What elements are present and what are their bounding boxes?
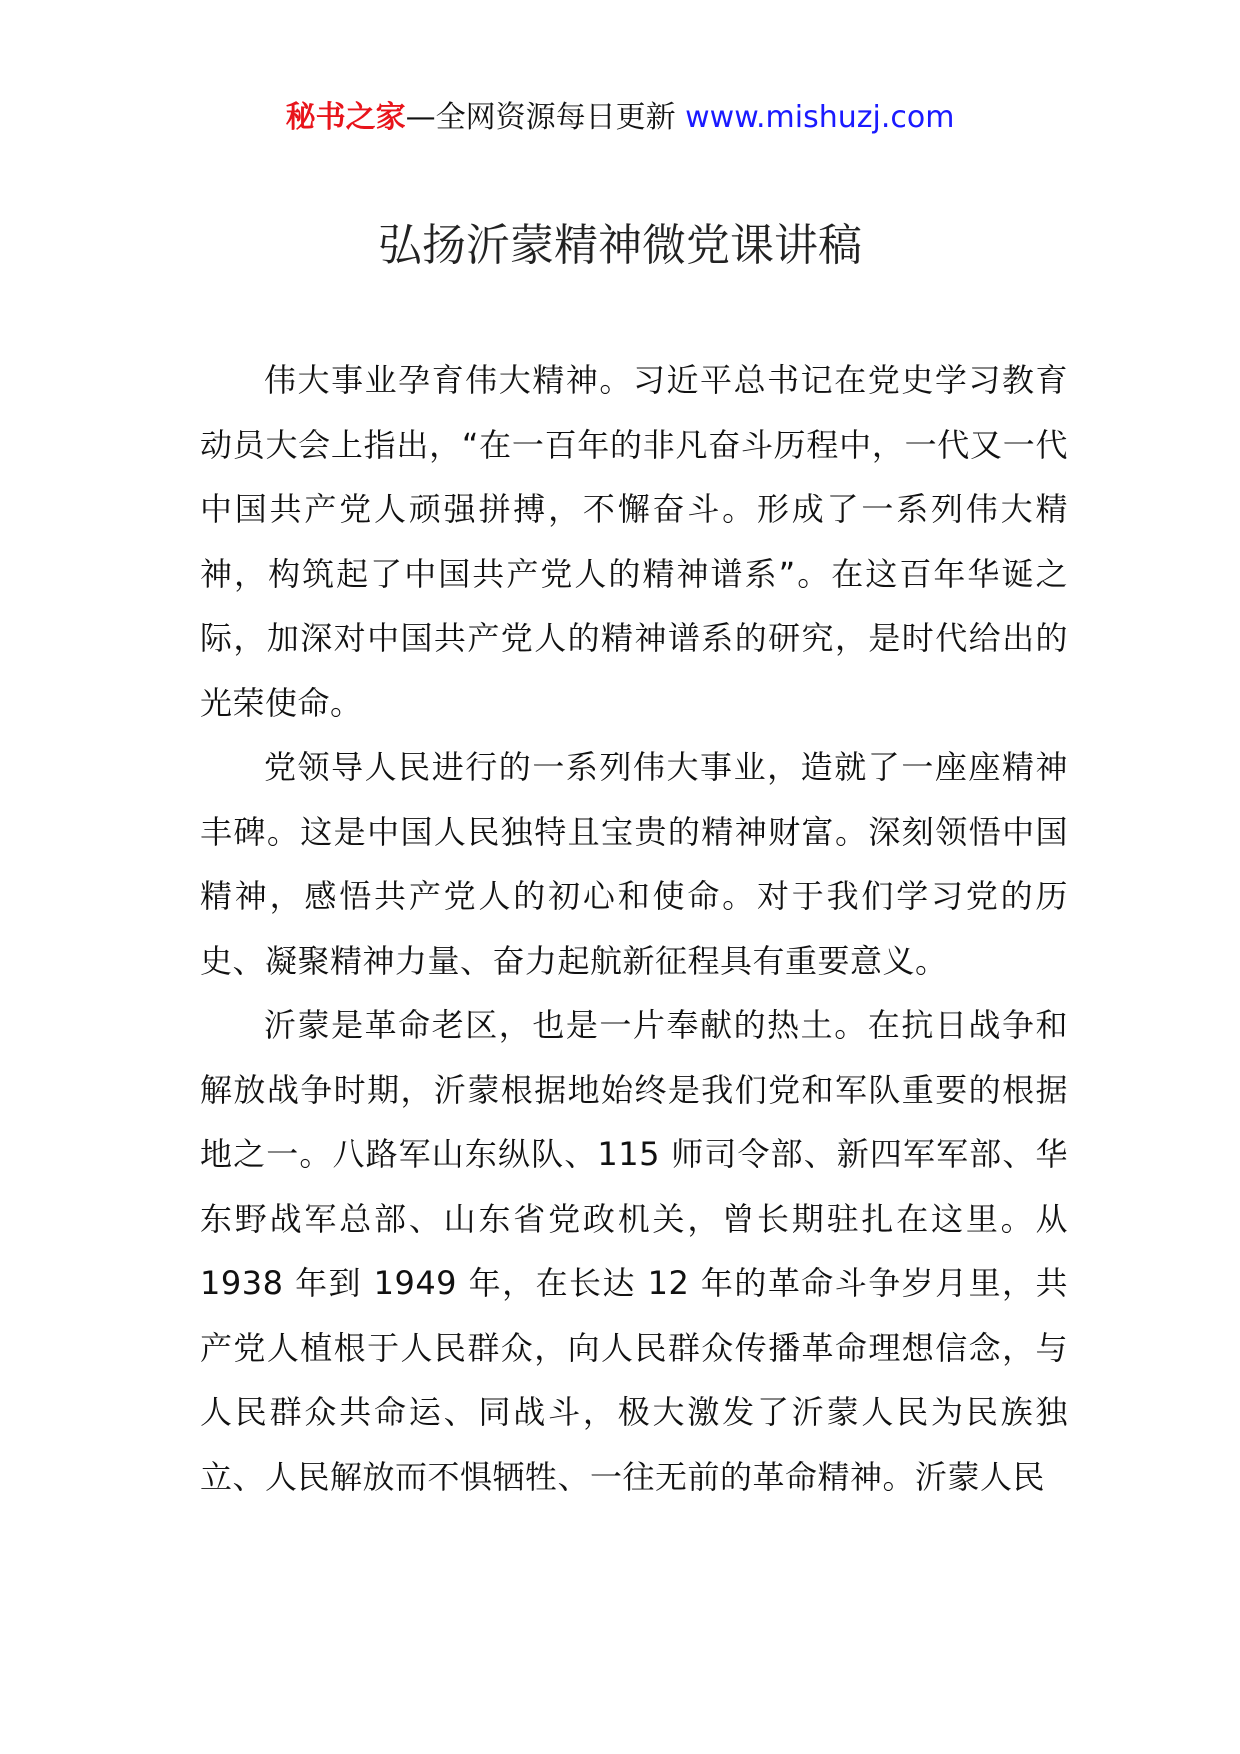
document-body xyxy=(200,348,1068,1509)
paragraph: 党领导人民进行的一系列伟大事业，造就了一座座精神丰碑。这是中国人民独特且宝贵的精神财富。深刻领悟中国精神，感悟共产党人的初心和使命。对于我们学习党的历史、凝聚精神力量、奋力起航新征程具有重要意义。 xyxy=(200,748,1068,980)
paragraph: 伟大事业孕育伟大精神。习近平总书记在党史学习教育动员大会上指出，“在一百年的非凡奋斗历程中，一代又一代中国共产党人顽强拼搏，不懈奋斗。形成了一系列伟大精神，构筑起了中国共产党人的精神谱系”。在这百年华诞之际，加深对中国共产党人的精神谱系的研究，是时代给出的光荣使命。 xyxy=(200,361,1068,722)
document-title: 弘扬沂蒙精神微党课讲稿 xyxy=(378,220,862,271)
header-tagline: —全网资源每日更新 xyxy=(405,100,676,135)
paragraph: 沂蒙是革命老区，也是一片奉献的热土。在抗日战争和解放战争时期，沂蒙根据地始终是我们党和军队重要的根据地之一。八路军山东纵队、115 师司令部、新四军军部、华东野战军总部、山东省党政机关，曾长期驻扎在这里。从 1938 年到 1949 年，在长达 12 年的革命斗争岁月里，共产党人植根于人民群众，向人民群众传播革命理想信念，与人民群众共命运、同战斗，极大激发了沂蒙人民为民族独立、人民解放而不惧牺牲、一往无前的革命精神。沂蒙人民 xyxy=(200,1006,1068,1496)
brand-name: 秘书之家 xyxy=(285,100,406,135)
page-header xyxy=(0,98,1240,138)
site-url-link[interactable]: www.mishuzj.com xyxy=(685,100,955,135)
